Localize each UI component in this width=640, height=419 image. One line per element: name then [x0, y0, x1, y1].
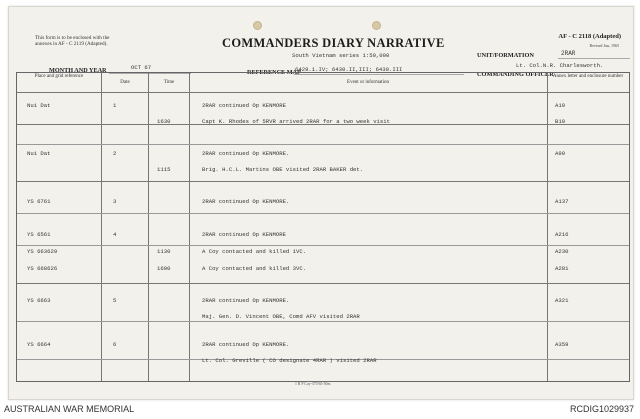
month-year-value: OCT 67	[131, 64, 152, 71]
annex-cell: A216	[555, 231, 569, 238]
event-cell: A Coy contacted and killed 1VC.	[202, 248, 307, 255]
event-cell: 2RAR continued Op KENMORE.	[202, 150, 290, 157]
annex-cell: A321	[555, 297, 569, 304]
reference-map-label: REFERENCE MAP	[247, 69, 301, 76]
date-cell: 5	[113, 297, 117, 304]
diary-table	[16, 72, 630, 382]
col-header-date: Date	[120, 80, 130, 85]
col-header-annex: Annex letter and enclosure number	[552, 74, 624, 79]
binder-hole-icon	[372, 21, 381, 30]
column-divider	[189, 73, 190, 381]
row-rule	[17, 213, 629, 214]
event-cell: 2RAR continued Op KENMORE.	[202, 198, 290, 205]
form-code: AF - C 2118 (Adapted)	[558, 33, 621, 40]
col-header-place: Place and grid reference	[34, 74, 84, 79]
event-cell: 2RAR continued Op KENMORE	[202, 102, 286, 109]
place-cell: YS 6561	[27, 231, 51, 238]
time-cell: 1600	[157, 265, 171, 272]
event-cell: 2RAR continued Op KENMORE	[202, 231, 286, 238]
annex-cell: A281	[555, 265, 569, 272]
annex-cell: A359	[555, 341, 569, 348]
annex-cell: A10	[555, 102, 566, 109]
co-label: COMMANDING OFFICER	[477, 71, 554, 78]
place-cell: YS 663629	[27, 248, 58, 255]
place-cell: Nui Dat	[27, 150, 51, 157]
place-cell: YS 6663	[27, 297, 51, 304]
printer-code: 1 R P Coy-375/65-50m	[295, 382, 331, 386]
page-title: COMMANDERS DIARY NARRATIVE	[222, 36, 445, 50]
column-divider	[547, 73, 548, 381]
month-year-label: MONTH AND YEAR	[49, 67, 107, 74]
date-cell: 1	[113, 102, 117, 109]
column-divider	[101, 73, 102, 381]
event-cell: Maj. Gen. D. Vincent OBE, Comd AFV visited 2RAR	[202, 313, 360, 320]
header-divider	[17, 92, 629, 93]
place-cell: YS 6761	[27, 198, 51, 205]
unit-underline	[558, 58, 630, 59]
date-cell: 3	[113, 198, 117, 205]
annex-cell: A137	[555, 198, 569, 205]
row-rule	[17, 321, 629, 322]
time-cell: 1115	[157, 166, 171, 173]
archive-caption: AUSTRALIAN WAR MEMORIAL	[4, 404, 135, 414]
form-note: This form is to be enclosed with the annexes in AF - C 2119 (Adapted).	[35, 35, 110, 47]
event-cell: Brig. H.C.L. Martins OBE visited 2RAR BAKER det.	[202, 166, 364, 173]
annex-cell: B10	[555, 118, 566, 125]
event-cell: 2RAR continued Op KENMORE.	[202, 297, 290, 304]
event-cell: A Coy contacted and killed 3VC.	[202, 265, 307, 272]
catalog-id: RCDIG1029937	[569, 404, 634, 414]
event-cell: Capt K. Rhodes of 5RVR arrived 2RAR for a two week visit	[202, 118, 390, 125]
binder-hole-icon	[253, 21, 262, 30]
time-cell: 1130	[157, 248, 171, 255]
reference-map-value: 6429.1.IV; 6430.II,III; 6430.III	[295, 66, 403, 73]
co-value: Lt. Col.N.R. Charlesworth.	[516, 62, 604, 69]
place-cell: Nui Dat	[27, 102, 51, 109]
place-cell: YS 668626	[27, 265, 58, 272]
event-cell: 2RAR continued Op KENMORE.	[202, 341, 290, 348]
revised-date: Revised Jun, 1965	[589, 43, 619, 48]
col-header-event: Event or information	[347, 80, 389, 85]
place-cell: YS 6664	[27, 341, 51, 348]
col-header-time: Time	[163, 80, 175, 85]
column-divider	[148, 73, 149, 381]
date-cell: 4	[113, 231, 117, 238]
time-cell: 1630	[157, 118, 171, 125]
event-cell: Lt. Col. Greville ( CO designate 4RAR ) visited 2RAR	[202, 357, 377, 364]
date-cell: 2	[113, 150, 117, 157]
unit-label: UNIT/FORMATION	[477, 52, 534, 59]
map-series: South Vietnam series 1:50,000	[292, 52, 390, 59]
row-rule	[17, 181, 629, 182]
row-rule	[17, 144, 629, 145]
row-rule	[17, 245, 629, 246]
annex-cell: A99	[555, 150, 566, 157]
annex-cell: A230	[555, 248, 569, 255]
row-rule	[17, 283, 629, 284]
unit-value: 2RAR	[561, 50, 576, 57]
date-cell: 6	[113, 341, 117, 348]
